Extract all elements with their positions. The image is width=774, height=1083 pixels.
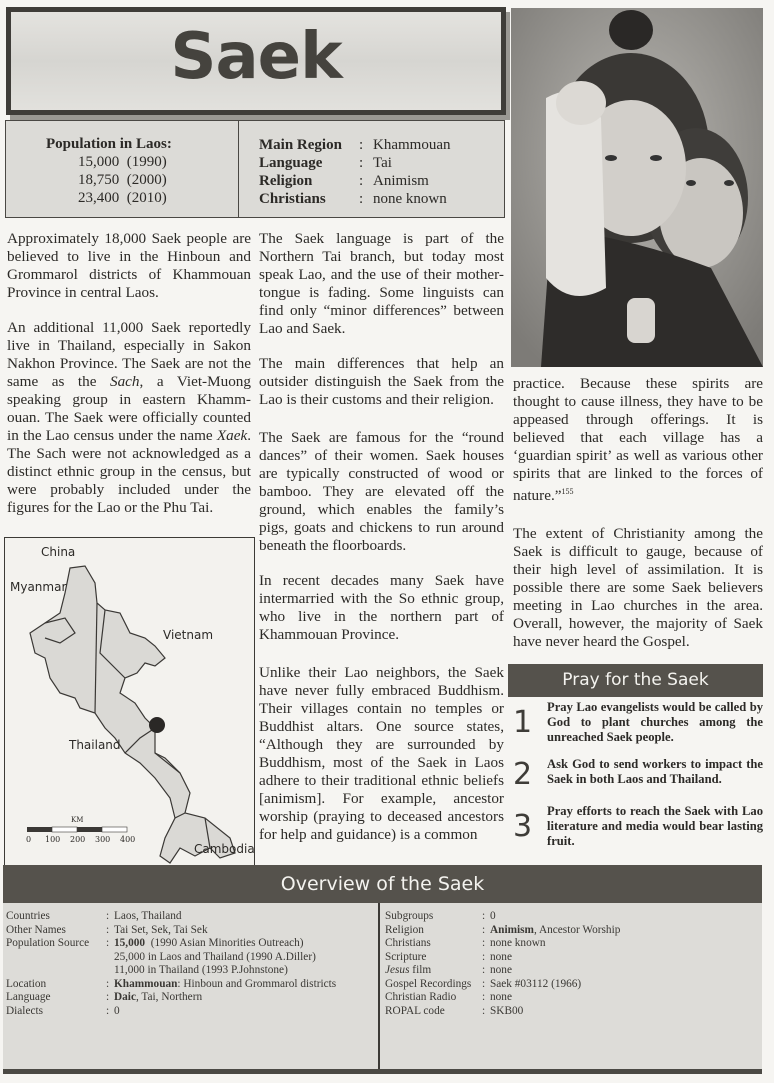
- overview-table: [3, 903, 762, 1074]
- overview-row: [6, 910, 378, 924]
- overview-label: Christians: [385, 937, 431, 949]
- population-value: 23,400: [78, 190, 120, 206]
- population-value: 18,750: [78, 172, 120, 188]
- overview-value: Saek #03112 (1966): [490, 977, 582, 990]
- overview-value: none: [490, 950, 512, 963]
- overview-row: [385, 991, 762, 1005]
- text-run: (1990 Asian Minorities Outreach): [150, 937, 304, 949]
- prayer-text: Ask God to send workers to impact the Saek in both Laos and Thailand.: [547, 757, 763, 786]
- prayer-list: [513, 700, 763, 861]
- bold-value: Animism: [490, 923, 534, 936]
- photo-children: [511, 8, 763, 367]
- overview-colon: :: [482, 991, 486, 1003]
- overview-row: [385, 951, 762, 965]
- overview-row: [385, 978, 762, 992]
- paragraph: [513, 375, 763, 505]
- text-run: , a Viet-Muong speaking group in eastern Khamm-ouan. The Saek were officially counted in the Lao census under the name: [7, 373, 251, 444]
- map-of-laos: [4, 537, 255, 867]
- overview-value: [490, 924, 762, 938]
- fact-label: Religion: [259, 173, 313, 189]
- fact-row: [259, 190, 504, 208]
- page-title: Saek: [170, 20, 342, 94]
- overview-label: Location: [6, 977, 47, 990]
- overview-row: [385, 1005, 762, 1019]
- overview-right-column: [380, 903, 762, 1069]
- overview-heading: Overview of the Saek: [3, 865, 762, 903]
- fact-colon: :: [359, 173, 364, 189]
- overview-label: Population Source: [6, 937, 90, 949]
- overview-colon: :: [106, 923, 110, 936]
- overview-value: none known: [490, 937, 546, 949]
- fact-label: Main Region: [259, 137, 342, 153]
- overview-value: [114, 991, 378, 1005]
- fact-colon: :: [359, 191, 364, 207]
- scale-tick: 100: [45, 835, 61, 844]
- overview-label: Religion: [385, 923, 424, 936]
- paragraph: In recent decades many Saek have intermarried with the So ethnic group, who live in the northern part of Khammouan Province.: [259, 572, 504, 643]
- paragraph: Unlike their Lao neighbors, the Saek have never fully embraced Buddhism. Their villages contain no temples or Buddhist altars. One source states, “Although they are surrounded by Buddhism, most of the Saek in Laos adhere to their traditional ethnic beliefs [animism]. For example, ancestor worship (praying to deceased ancestors for help and guidance) is a common: [259, 664, 504, 843]
- prayer-number: 3: [513, 809, 533, 844]
- overview-row: [6, 1005, 378, 1019]
- bold-value: Daic: [114, 991, 136, 1003]
- overview-label: [385, 964, 482, 978]
- overview-continuation: 25,000 in Laos and Thailand (1990 A.Diller): [114, 950, 316, 963]
- overview-row: [6, 937, 378, 951]
- overview-colon: :: [482, 1004, 486, 1017]
- overview-value: [114, 937, 378, 951]
- saek-location-marker: [149, 717, 165, 733]
- population-value: 15,000: [78, 154, 120, 170]
- overview-colon: :: [482, 923, 486, 936]
- map-label-myanmar: Myanmar: [10, 580, 67, 594]
- overview-label: Gospel Recordings: [385, 977, 472, 990]
- overview-label: ROPAL code: [385, 1004, 445, 1017]
- overview-row: [6, 924, 378, 938]
- article-column-3: [513, 375, 763, 668]
- overview-colon: :: [482, 950, 486, 963]
- fact-value: Tai: [373, 155, 392, 171]
- overview-colon: :: [482, 977, 486, 990]
- paragraph: The Saek are famous for the “round dances” of their women. Saek houses are typically constructed of wood or bamboo. They are elevated off the ground, which enables the family’s pigs, goats and chickens to run around beneath the floorboards.: [259, 429, 504, 554]
- overview-row: [6, 978, 378, 992]
- overview-row: [385, 924, 762, 938]
- overview-colon: :: [106, 910, 110, 922]
- population-label: Population in Laos:: [46, 136, 172, 152]
- italic-term: Xaek: [216, 427, 248, 444]
- overview-row: [385, 964, 762, 978]
- italic-term: Jesus: [385, 964, 410, 976]
- overview-left-column: [3, 903, 380, 1069]
- prayer-number: 1: [513, 705, 533, 740]
- fact-value: Animism: [373, 173, 429, 189]
- overview-label: Other Names: [6, 923, 66, 936]
- pray-heading: Pray for the Saek: [508, 664, 763, 697]
- footnote-ref: 155: [561, 487, 574, 496]
- fact-label: Language: [259, 155, 323, 171]
- prayer-text: Pray efforts to reach the Saek with Lao literature and media would bear lasting fruit.: [547, 804, 763, 848]
- paragraph: The main differences that help an outsider distinguish the Saek from the Lao is their customs and their religion.: [259, 355, 504, 408]
- population-year: (2010): [126, 190, 167, 206]
- text-run: , Tai, Northern: [135, 991, 203, 1003]
- overview-colon: :: [106, 937, 110, 949]
- paragraph: [7, 319, 251, 517]
- overview-value: 0: [114, 1004, 120, 1017]
- map-label-vietnam: Vietnam: [163, 628, 214, 642]
- overview-value: SKB00: [490, 1004, 524, 1017]
- text-run: practice. Because these spirits are thought to cause illness, they have to be appeased through offerings. It is believed that each village has a ‘guardian spirit’ as well as various other spirits that are linked to the forces of nature.”: [513, 375, 763, 505]
- overview-row: [6, 991, 378, 1005]
- scale-tick: 300: [95, 835, 111, 844]
- overview-label: Christian Radio: [385, 991, 457, 1003]
- map-label-cambodia: Cambodia: [194, 842, 255, 856]
- text-run: . The Sach were not acknowledged as a distinct ethnic group in the census, but were probably included under the figures for the Lao or the Phu Tai.: [7, 427, 251, 516]
- prayer-text: Pray Lao evangelists would be called by God to plant churches among the unreached Saek people.: [547, 700, 763, 744]
- overview-colon: :: [106, 1004, 110, 1017]
- facts-panel: [239, 121, 504, 217]
- prayer-item: [513, 804, 763, 849]
- overview-row: [385, 910, 762, 924]
- overview-label: Dialects: [6, 1004, 44, 1017]
- overview-colon: :: [482, 964, 486, 976]
- prayer-item: [513, 757, 763, 792]
- population-row: [6, 153, 238, 171]
- overview-value: [114, 978, 378, 992]
- overview-value: Laos, Thailand: [114, 910, 182, 922]
- map-label-china: China: [41, 545, 76, 559]
- overview-row: [385, 937, 762, 951]
- overview-continuation: 11,000 in Thailand (1993 P.Johnstone): [114, 964, 288, 976]
- article-column-1: [7, 230, 251, 534]
- fact-row: [259, 136, 504, 154]
- overview-value: none: [490, 991, 512, 1003]
- text-run: film: [409, 964, 432, 976]
- scale-bar: [27, 827, 127, 832]
- text-run: An additional 11,000 Saek reportedly live in Thailand, especially in Sakon Nakhon Province. The Saek are not the same as the: [7, 319, 251, 390]
- overview-value: none: [490, 964, 512, 976]
- prayer-number: 2: [513, 757, 533, 792]
- fact-value: none known: [373, 191, 447, 207]
- overview-label: Countries: [6, 910, 50, 922]
- fact-value: Khammouan: [373, 137, 451, 153]
- paragraph: Approximately 18,000 Saek people are believed to live in the Hinboun and Grommarol districts of Khammouan Province in central Laos.: [7, 230, 251, 301]
- population-row: [6, 189, 238, 207]
- children-photo-illustration: [511, 8, 763, 367]
- population-panel: [6, 121, 239, 217]
- overview-colon: :: [482, 937, 486, 949]
- bold-value: 15,000: [114, 937, 146, 949]
- article-column-2: [259, 230, 504, 861]
- scale-tick: 0: [26, 835, 32, 844]
- paragraph: The Saek language is part of the Northern Tai branch, but today most speak Lao, and the use of their mother-tongue is fading. Some linguists can find only “minor differences” between Lao and Saek.: [259, 230, 504, 337]
- bold-value: Khammouan: [114, 977, 178, 990]
- overview-label: Scripture: [385, 950, 427, 963]
- overview-label: Subgroups: [385, 910, 434, 922]
- text-run: : Hinboun and Grommarol districts: [177, 977, 337, 990]
- scale-tick: 200: [70, 835, 86, 844]
- overview-label: Language: [6, 991, 51, 1003]
- population-row: [6, 171, 238, 189]
- italic-term: Sach: [109, 373, 140, 390]
- stats-box: [5, 120, 505, 218]
- population-year: (1990): [126, 154, 167, 170]
- text-run: , Ancestor Worship: [533, 923, 621, 936]
- map-label-thailand: Thailand: [69, 738, 121, 752]
- overview-value: 0: [490, 910, 496, 922]
- scale-unit: KM: [71, 816, 84, 824]
- overview-colon: :: [106, 991, 110, 1003]
- fact-colon: :: [359, 137, 364, 153]
- fact-label: Christians: [259, 191, 326, 207]
- title-banner: [6, 7, 506, 115]
- fact-row: [259, 154, 504, 172]
- fact-row: [259, 172, 504, 190]
- prayer-item: [513, 700, 763, 745]
- paragraph: The extent of Christianity among the Saek is difficult to gauge, because of their high level of assimilation. It is possible there are some Saek believers meeting in Lao churches in the area. Overall, however, the majority of Saek have never heard the Gospel.: [513, 525, 763, 651]
- overview-colon: :: [482, 910, 486, 922]
- overview-value: Tai Set, Sek, Tai Sek: [114, 923, 208, 936]
- population-year: (2000): [126, 172, 167, 188]
- scale-tick: 400: [120, 835, 136, 844]
- overview-colon: :: [106, 977, 110, 990]
- fact-colon: :: [359, 155, 364, 171]
